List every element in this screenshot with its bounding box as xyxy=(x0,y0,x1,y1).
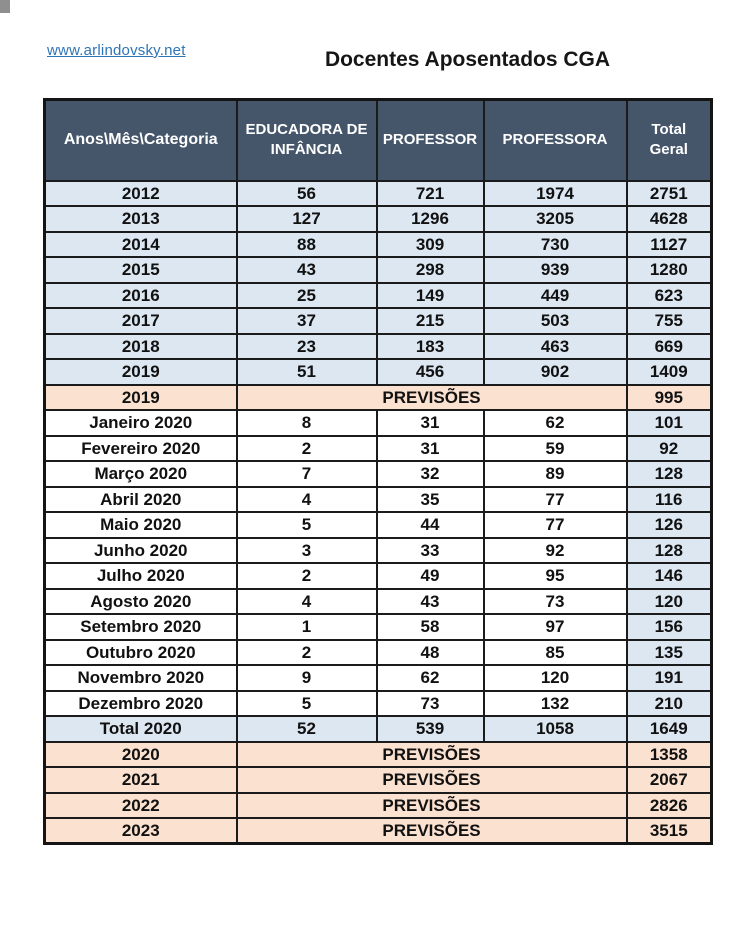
header-educadora-de-infancia: EDUCADORA DE INFÂNCIA xyxy=(237,100,377,181)
professor-value-cell: 73 xyxy=(377,691,484,717)
total-value-cell: 101 xyxy=(627,410,712,436)
professor-value-cell: 721 xyxy=(377,181,484,207)
table-header xyxy=(45,100,712,181)
row-label-cell: Maio 2020 xyxy=(45,512,237,538)
professor-value-cell: 183 xyxy=(377,334,484,360)
table-row xyxy=(45,334,712,360)
professor-value-cell: 49 xyxy=(377,563,484,589)
row-label-cell: 2018 xyxy=(45,334,237,360)
professor-value-cell: 62 xyxy=(377,665,484,691)
table-row xyxy=(45,818,712,844)
professora-value-cell: 77 xyxy=(484,512,627,538)
row-label-cell: 2013 xyxy=(45,206,237,232)
row-label-cell: 2020 xyxy=(45,742,237,768)
professora-value-cell: 730 xyxy=(484,232,627,258)
forecast-merged-cell: PREVISÕES xyxy=(237,385,627,411)
total-value-cell: 120 xyxy=(627,589,712,615)
row-label-cell: 2015 xyxy=(45,257,237,283)
professora-value-cell: 73 xyxy=(484,589,627,615)
professora-value-cell: 939 xyxy=(484,257,627,283)
table-row xyxy=(45,640,712,666)
row-label-cell: 2014 xyxy=(45,232,237,258)
header-anos-mes-categoria: Anos\Mês\Categoria xyxy=(45,100,237,181)
forecast-merged-cell: PREVISÕES xyxy=(237,767,627,793)
table-row xyxy=(45,257,712,283)
total-value-cell: 1409 xyxy=(627,359,712,385)
table-row xyxy=(45,512,712,538)
table-row xyxy=(45,589,712,615)
professor-value-cell: 539 xyxy=(377,716,484,742)
professor-value-cell: 149 xyxy=(377,283,484,309)
table-row xyxy=(45,385,712,411)
row-label-cell: 2012 xyxy=(45,181,237,207)
page-title: Docentes Aposentados CGA xyxy=(324,48,611,72)
professora-value-cell: 92 xyxy=(484,538,627,564)
educadora-value-cell: 4 xyxy=(237,589,377,615)
row-label-cell: 2019 xyxy=(45,385,237,411)
professora-value-cell: 449 xyxy=(484,283,627,309)
educadora-value-cell: 51 xyxy=(237,359,377,385)
row-label-cell: Julho 2020 xyxy=(45,563,237,589)
educadora-value-cell: 2 xyxy=(237,436,377,462)
row-label-cell: 2023 xyxy=(45,818,237,844)
total-value-cell: 126 xyxy=(627,512,712,538)
table-container xyxy=(43,98,713,845)
row-label-cell: Janeiro 2020 xyxy=(45,410,237,436)
total-value-cell: 2751 xyxy=(627,181,712,207)
professor-value-cell: 58 xyxy=(377,614,484,640)
table-row xyxy=(45,614,712,640)
row-label-cell: 2022 xyxy=(45,793,237,819)
table-row xyxy=(45,283,712,309)
total-value-cell: 191 xyxy=(627,665,712,691)
educadora-value-cell: 43 xyxy=(237,257,377,283)
table-row xyxy=(45,793,712,819)
professor-value-cell: 309 xyxy=(377,232,484,258)
educadora-value-cell: 8 xyxy=(237,410,377,436)
row-label-cell: Setembro 2020 xyxy=(45,614,237,640)
table-row xyxy=(45,487,712,513)
table-row xyxy=(45,232,712,258)
professor-value-cell: 31 xyxy=(377,436,484,462)
total-value-cell: 128 xyxy=(627,461,712,487)
educadora-value-cell: 5 xyxy=(237,512,377,538)
professora-value-cell: 3205 xyxy=(484,206,627,232)
educadora-value-cell: 88 xyxy=(237,232,377,258)
educadora-value-cell: 37 xyxy=(237,308,377,334)
row-label-cell: Abril 2020 xyxy=(45,487,237,513)
professor-value-cell: 215 xyxy=(377,308,484,334)
professor-value-cell: 43 xyxy=(377,589,484,615)
professora-value-cell: 77 xyxy=(484,487,627,513)
total-value-cell: 755 xyxy=(627,308,712,334)
professor-value-cell: 298 xyxy=(377,257,484,283)
professor-value-cell: 456 xyxy=(377,359,484,385)
professor-value-cell: 35 xyxy=(377,487,484,513)
total-value-cell: 1127 xyxy=(627,232,712,258)
header-total-geral: Total Geral xyxy=(627,100,712,181)
educadora-value-cell: 5 xyxy=(237,691,377,717)
professor-value-cell: 48 xyxy=(377,640,484,666)
table-row xyxy=(45,436,712,462)
educadora-value-cell: 25 xyxy=(237,283,377,309)
professora-value-cell: 463 xyxy=(484,334,627,360)
educadora-value-cell: 23 xyxy=(237,334,377,360)
total-value-cell: 3515 xyxy=(627,818,712,844)
row-label-cell: Fevereiro 2020 xyxy=(45,436,237,462)
total-value-cell: 1649 xyxy=(627,716,712,742)
forecast-merged-cell: PREVISÕES xyxy=(237,742,627,768)
total-value-cell: 4628 xyxy=(627,206,712,232)
table-row xyxy=(45,563,712,589)
table-row xyxy=(45,181,712,207)
total-value-cell: 156 xyxy=(627,614,712,640)
table-row xyxy=(45,538,712,564)
professora-value-cell: 503 xyxy=(484,308,627,334)
total-value-cell: 623 xyxy=(627,283,712,309)
educadora-value-cell: 52 xyxy=(237,716,377,742)
forecast-merged-cell: PREVISÕES xyxy=(237,793,627,819)
professora-value-cell: 1058 xyxy=(484,716,627,742)
table-row xyxy=(45,206,712,232)
educadora-value-cell: 1 xyxy=(237,614,377,640)
professora-value-cell: 1974 xyxy=(484,181,627,207)
total-value-cell: 1280 xyxy=(627,257,712,283)
total-value-cell: 92 xyxy=(627,436,712,462)
row-label-cell: 2016 xyxy=(45,283,237,309)
educadora-value-cell: 4 xyxy=(237,487,377,513)
educadora-value-cell: 127 xyxy=(237,206,377,232)
row-label-cell: Junho 2020 xyxy=(45,538,237,564)
table-row xyxy=(45,359,712,385)
row-label-cell: Outubro 2020 xyxy=(45,640,237,666)
educadora-value-cell: 7 xyxy=(237,461,377,487)
table-row xyxy=(45,691,712,717)
row-label-cell: 2019 xyxy=(45,359,237,385)
table-row xyxy=(45,410,712,436)
professor-value-cell: 44 xyxy=(377,512,484,538)
row-label-cell: 2021 xyxy=(45,767,237,793)
table-row xyxy=(45,665,712,691)
table-row xyxy=(45,742,712,768)
educadora-value-cell: 2 xyxy=(237,640,377,666)
professora-value-cell: 89 xyxy=(484,461,627,487)
professora-value-cell: 95 xyxy=(484,563,627,589)
table-row xyxy=(45,308,712,334)
educadora-value-cell: 2 xyxy=(237,563,377,589)
total-value-cell: 1358 xyxy=(627,742,712,768)
row-label-cell: 2017 xyxy=(45,308,237,334)
total-value-cell: 995 xyxy=(627,385,712,411)
professor-value-cell: 31 xyxy=(377,410,484,436)
scan-artifact-mark xyxy=(0,0,10,13)
educadora-value-cell: 3 xyxy=(237,538,377,564)
professora-value-cell: 132 xyxy=(484,691,627,717)
total-value-cell: 210 xyxy=(627,691,712,717)
total-value-cell: 669 xyxy=(627,334,712,360)
site-link[interactable]: www.arlindovsky.net xyxy=(47,42,186,59)
professora-value-cell: 59 xyxy=(484,436,627,462)
table-body xyxy=(45,181,712,844)
retired-teachers-table xyxy=(43,98,713,845)
header-professora: PROFESSORA xyxy=(484,100,627,181)
table-row xyxy=(45,716,712,742)
forecast-merged-cell: PREVISÕES xyxy=(237,818,627,844)
professor-value-cell: 32 xyxy=(377,461,484,487)
total-value-cell: 2067 xyxy=(627,767,712,793)
total-value-cell: 2826 xyxy=(627,793,712,819)
professora-value-cell: 85 xyxy=(484,640,627,666)
professor-value-cell: 1296 xyxy=(377,206,484,232)
total-value-cell: 135 xyxy=(627,640,712,666)
educadora-value-cell: 9 xyxy=(237,665,377,691)
professora-value-cell: 902 xyxy=(484,359,627,385)
table-row xyxy=(45,461,712,487)
professora-value-cell: 120 xyxy=(484,665,627,691)
total-value-cell: 146 xyxy=(627,563,712,589)
total-value-cell: 116 xyxy=(627,487,712,513)
row-label-cell: Março 2020 xyxy=(45,461,237,487)
row-label-cell: Novembro 2020 xyxy=(45,665,237,691)
table-row xyxy=(45,767,712,793)
row-label-cell: Dezembro 2020 xyxy=(45,691,237,717)
table-header-row xyxy=(45,100,712,181)
header-professor: PROFESSOR xyxy=(377,100,484,181)
professor-value-cell: 33 xyxy=(377,538,484,564)
total-value-cell: 128 xyxy=(627,538,712,564)
row-label-cell: Total 2020 xyxy=(45,716,237,742)
professora-value-cell: 97 xyxy=(484,614,627,640)
educadora-value-cell: 56 xyxy=(237,181,377,207)
professora-value-cell: 62 xyxy=(484,410,627,436)
row-label-cell: Agosto 2020 xyxy=(45,589,237,615)
